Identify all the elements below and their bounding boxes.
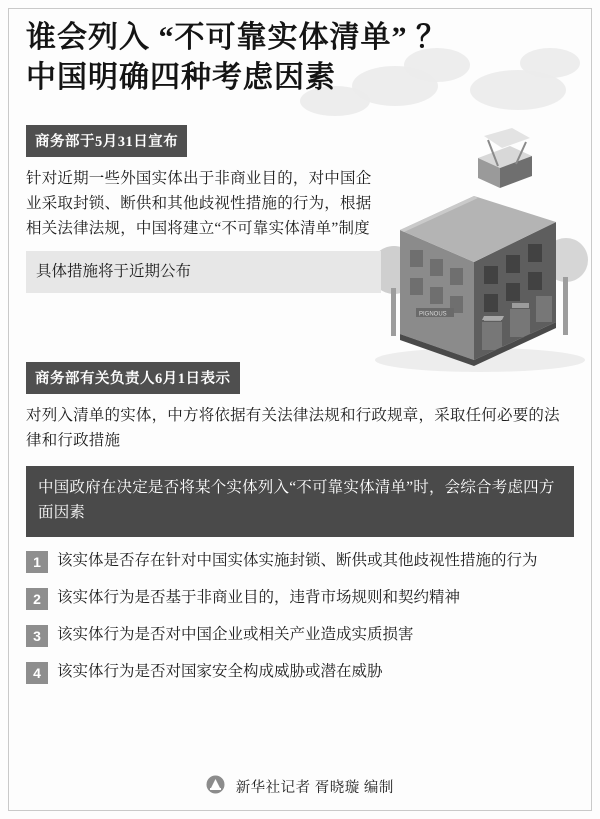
list-item: [26, 623, 574, 647]
svg-text:PIGNOUS: PIGNOUS: [419, 311, 447, 318]
list-item-number: 1: [26, 551, 48, 573]
footer-credit-text: 新华社记者 胥晓璇 编制: [235, 780, 394, 796]
section-2-paragraph: 对列入清单的实体，中方将依据有关法律法规和行政规章，采取任何必要的法律和行政措施: [26, 407, 560, 450]
page-title: [26, 18, 574, 97]
list-item-number: 2: [26, 588, 48, 610]
list-item-text: 该实体行为是否对国家安全构成威胁或潜在威胁: [57, 662, 383, 680]
section-1-label: 商务部于5月31日宣布: [26, 125, 187, 157]
list-item: [26, 549, 574, 573]
section-2-label: 商务部有关负责人6月1日表示: [26, 362, 240, 394]
xinhua-logo-icon: [206, 775, 225, 794]
list-item-number: 4: [26, 662, 48, 684]
list-item-text: 该实体是否存在针对中国实体实施封锁、断供或其他歧视性措施的行为: [57, 551, 538, 569]
factor-list: [26, 549, 574, 684]
section-1-note: 具体措施将于近期公布: [26, 251, 381, 292]
section-2-panel: 中国政府在决定是否将某个实体列入“不可靠实体清单”时，会综合考虑四方面因素: [26, 466, 574, 537]
list-item-text: 该实体行为是否对中国企业或相关产业造成实质损害: [57, 625, 414, 643]
list-item-number: 3: [26, 625, 48, 647]
section-announcement: [26, 125, 381, 293]
headline-line-2: 中国明确四种考虑因素: [26, 60, 336, 94]
section-official-statement: [26, 362, 574, 697]
footer-credit: [0, 776, 600, 797]
headline-line-1: 谁会列入 “不可靠实体清单” ？: [26, 21, 447, 54]
list-item-text: 该实体行为是否基于非商业目的，违背市场规则和契约精神: [57, 588, 461, 606]
office-building-illustration: [360, 110, 592, 380]
list-item: [26, 660, 574, 684]
list-item: [26, 586, 574, 610]
section-1-paragraph: 针对近期一些外国实体出于非商业目的，对中国企业采取封锁、断供和其他歧视性措施的行为，根据相关法律法规，中国将建立“不可靠实体清单”制度: [26, 170, 372, 238]
